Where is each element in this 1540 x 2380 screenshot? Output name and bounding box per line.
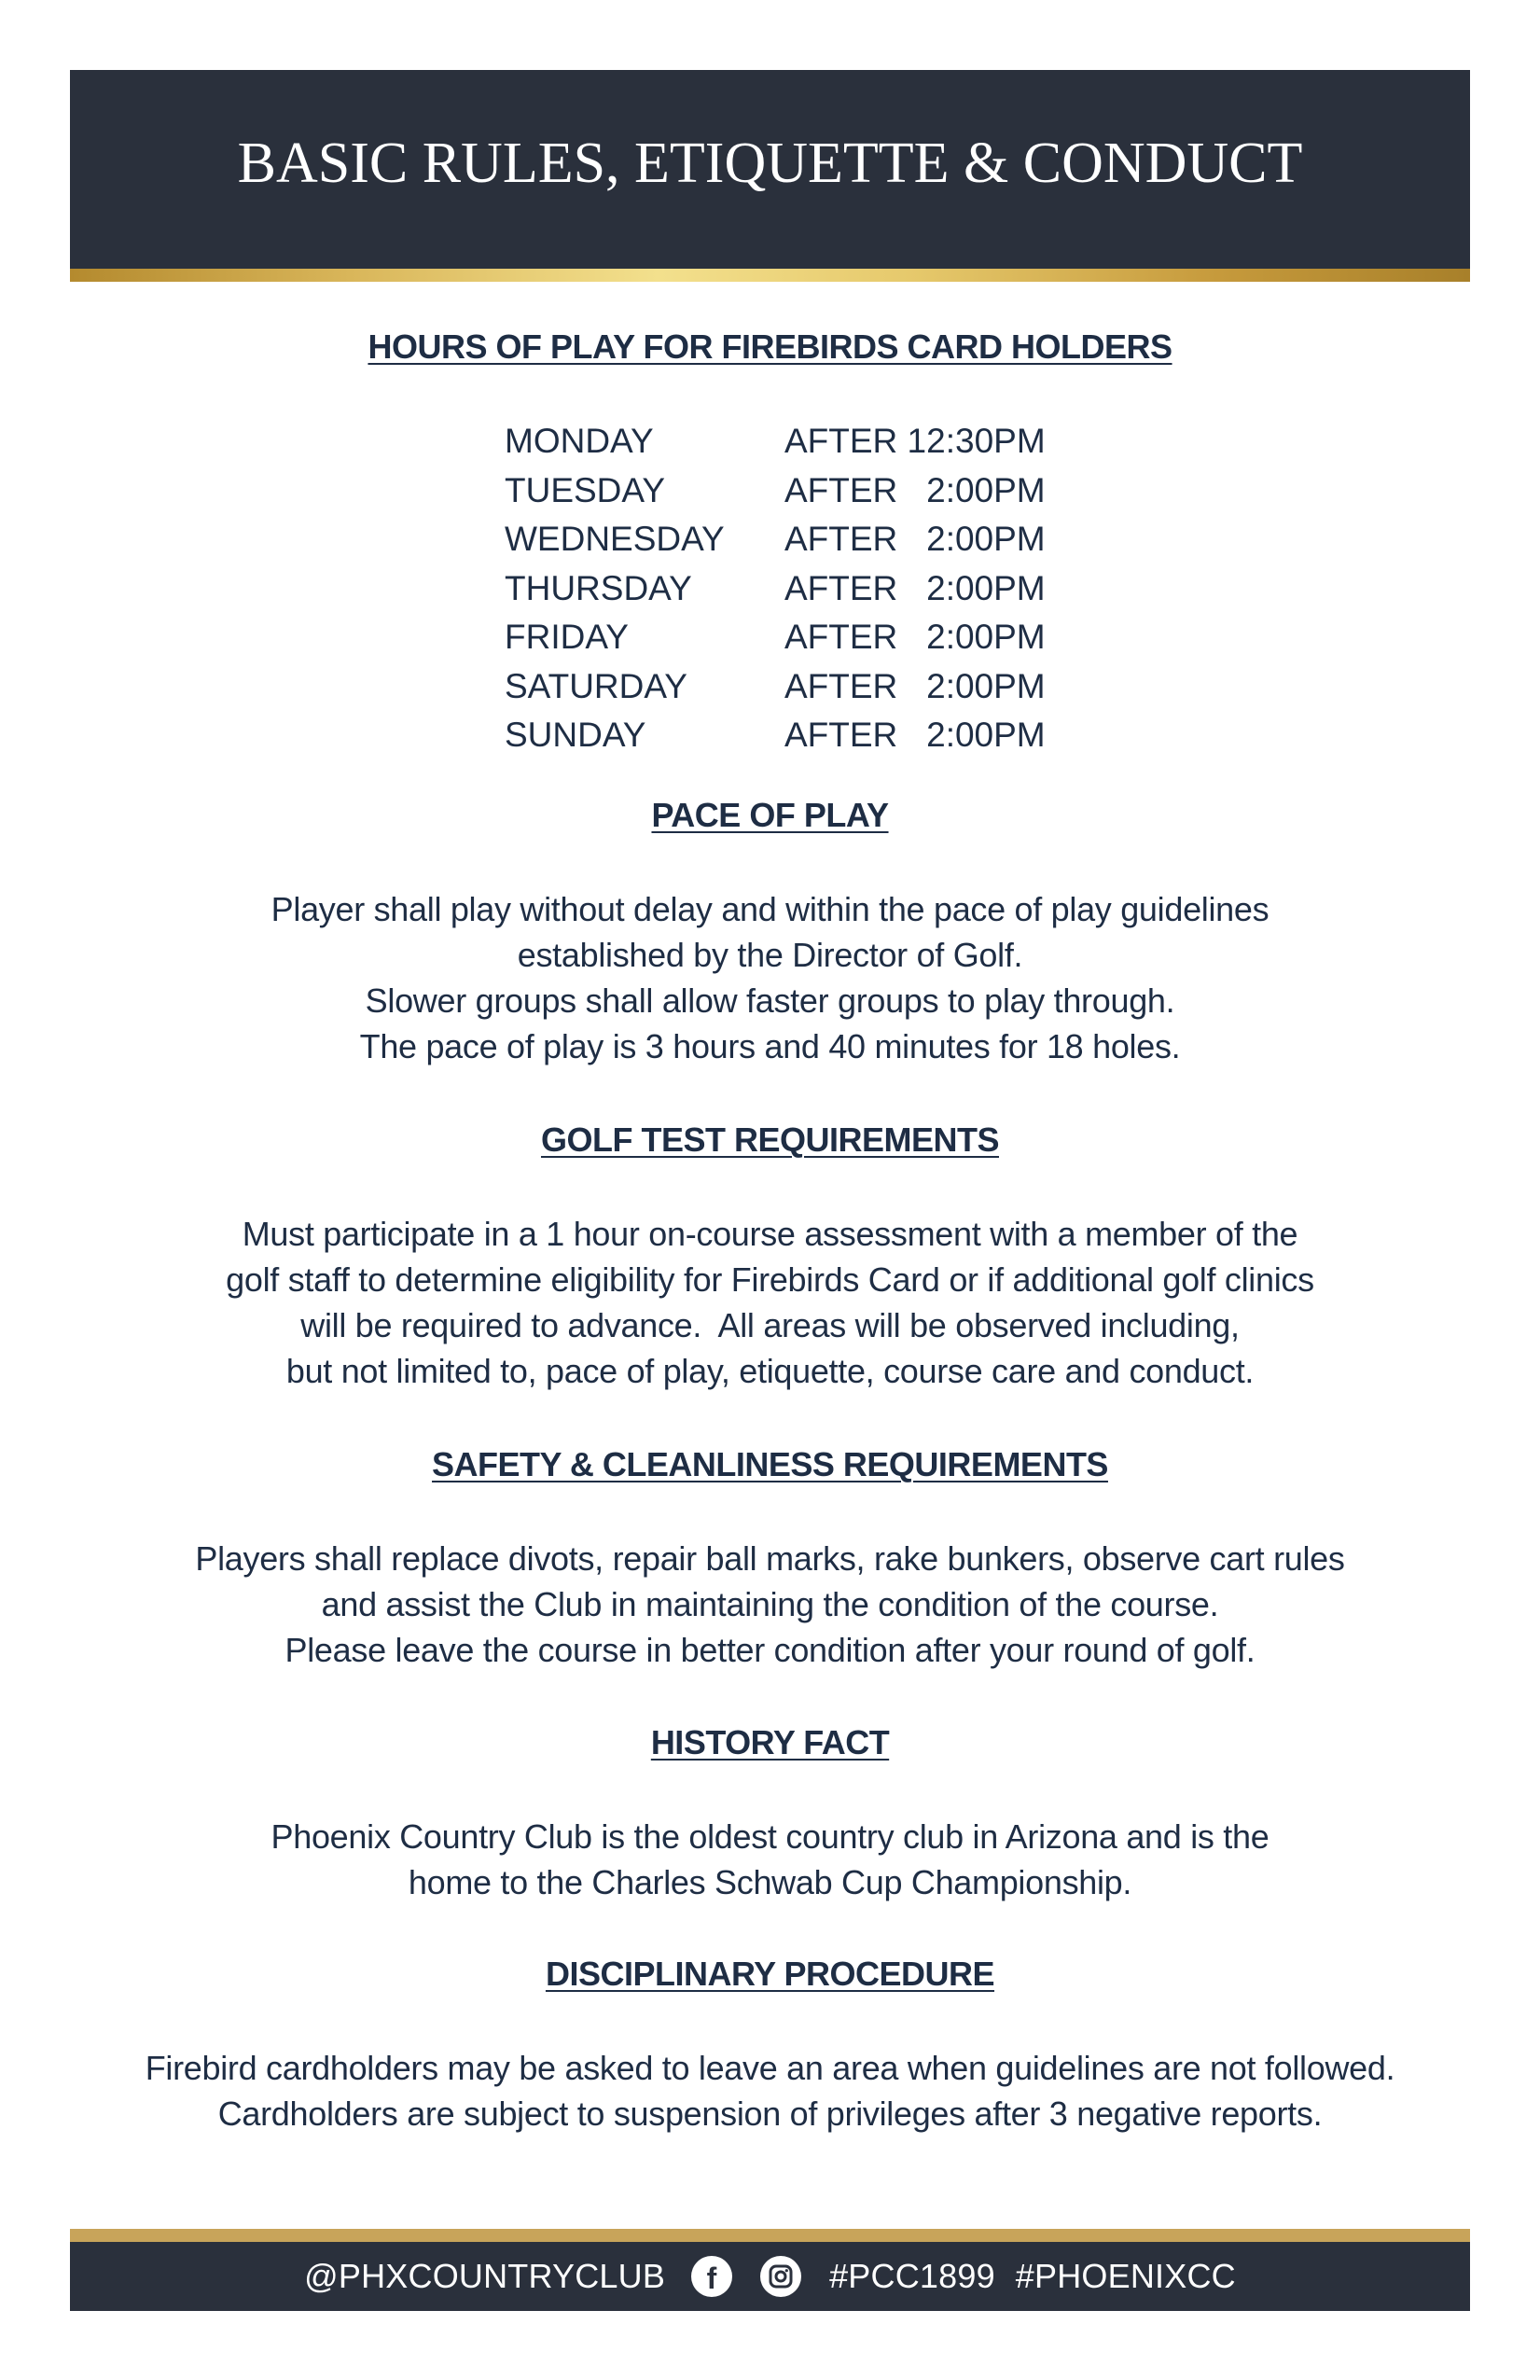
gold-divider-bottom — [70, 2229, 1470, 2242]
safety-paragraph — [0, 1536, 1540, 1673]
history-heading: HISTORY FACT — [650, 1723, 890, 1761]
hours-day: SUNDAY — [505, 716, 646, 754]
facebook-glyph: f — [706, 2261, 717, 2295]
hours-row-friday — [505, 613, 1158, 662]
safety-line: Please leave the course in better condition after your round of golf. — [284, 1631, 1256, 1669]
disciplinary-line: Firebird cardholders may be asked to leave an area when guidelines are not followed. — [145, 2049, 1395, 2087]
hours-day: FRIDAY — [505, 618, 629, 656]
history-line: Phoenix Country Club is the oldest country club in Arizona and is the — [271, 1817, 1269, 1856]
instagram-glyph — [769, 2264, 793, 2289]
hours-day: WEDNESDAY — [505, 520, 725, 558]
gold-divider-top — [70, 269, 1470, 282]
hours-day: MONDAY — [505, 422, 654, 460]
golf-test-line: Must participate in a 1 hour on-course assessment with a member of the — [242, 1215, 1298, 1253]
pace-line: Slower groups shall allow faster groups to play through. — [365, 981, 1175, 1020]
disciplinary-line: Cardholders are subject to suspension of privileges after 3 negative reports. — [217, 2095, 1323, 2133]
social-handle[interactable]: @PHXCOUNTRYCLUB — [304, 2257, 666, 2295]
pace-line: established by the Director of Golf. — [517, 936, 1023, 974]
safety-heading: SAFETY & CLEANLINESS REQUIREMENTS — [432, 1445, 1108, 1483]
hours-day: TUESDAY — [505, 470, 666, 509]
footer-bar — [70, 2242, 1470, 2311]
pace-heading: PACE OF PLAY — [651, 796, 889, 834]
hours-heading: HOURS OF PLAY FOR FIREBIRDS CARD HOLDERS — [368, 327, 1172, 366]
hours-time: AFTER 2:00PM — [784, 716, 1046, 754]
header-banner — [70, 70, 1470, 269]
hours-time: AFTER 2:00PM — [784, 470, 1046, 509]
disciplinary-paragraph — [0, 2045, 1540, 2136]
hours-row-saturday — [505, 662, 1158, 712]
hours-time: AFTER 2:00PM — [784, 568, 1046, 607]
hours-row-thursday — [505, 564, 1158, 614]
golf-test-line: but not limited to, pace of play, etiquette, course care and conduct. — [285, 1352, 1255, 1390]
hours-row-wednesday — [505, 515, 1158, 564]
hours-row-sunday — [505, 711, 1158, 760]
hours-time: AFTER 2:00PM — [784, 666, 1046, 705]
hours-time: AFTER 2:00PM — [784, 618, 1046, 656]
hours-row-monday — [505, 417, 1158, 466]
pace-line: The pace of play is 3 hours and 40 minutes for 18 holes. — [359, 1027, 1181, 1065]
disciplinary-heading: DISCIPLINARY PROCEDURE — [545, 1955, 995, 1993]
hours-day: THURSDAY — [505, 568, 692, 607]
pace-line: Player shall play without delay and within the pace of play guidelines — [271, 890, 1269, 928]
hours-table — [505, 417, 1158, 760]
golf-test-line: will be required to advance. All areas will be observed including, — [300, 1306, 1240, 1344]
golf-test-line: golf staff to determine eligibility for Firebirds Card or if additional golf clinics — [226, 1260, 1314, 1299]
pace-paragraph — [0, 886, 1540, 1069]
facebook-icon[interactable] — [691, 2256, 732, 2297]
hashtag-pcc1899[interactable]: #PCC1899 — [829, 2257, 995, 2295]
instagram-icon[interactable] — [760, 2256, 801, 2297]
golf-test-heading: GOLF TEST REQUIREMENTS — [540, 1120, 999, 1159]
safety-line: Players shall replace divots, repair ball marks, rake bunkers, observe cart rules — [195, 1539, 1345, 1578]
hours-day: SATURDAY — [505, 666, 687, 705]
golf-test-paragraph — [0, 1211, 1540, 1394]
hashtag-phoenixcc[interactable]: #PHOENIXCC — [1015, 2257, 1236, 2295]
hours-time: AFTER 12:30PM — [784, 422, 1046, 460]
history-line: home to the Charles Schwab Cup Championship. — [408, 1863, 1132, 1901]
safety-line: and assist the Club in maintaining the condition of the course. — [321, 1585, 1219, 1623]
page-title: BASIC RULES, ETIQUETTE & CONDUCT — [237, 132, 1303, 195]
hours-row-tuesday — [505, 466, 1158, 516]
history-paragraph — [0, 1814, 1540, 1905]
hours-time: AFTER 2:00PM — [784, 520, 1046, 558]
